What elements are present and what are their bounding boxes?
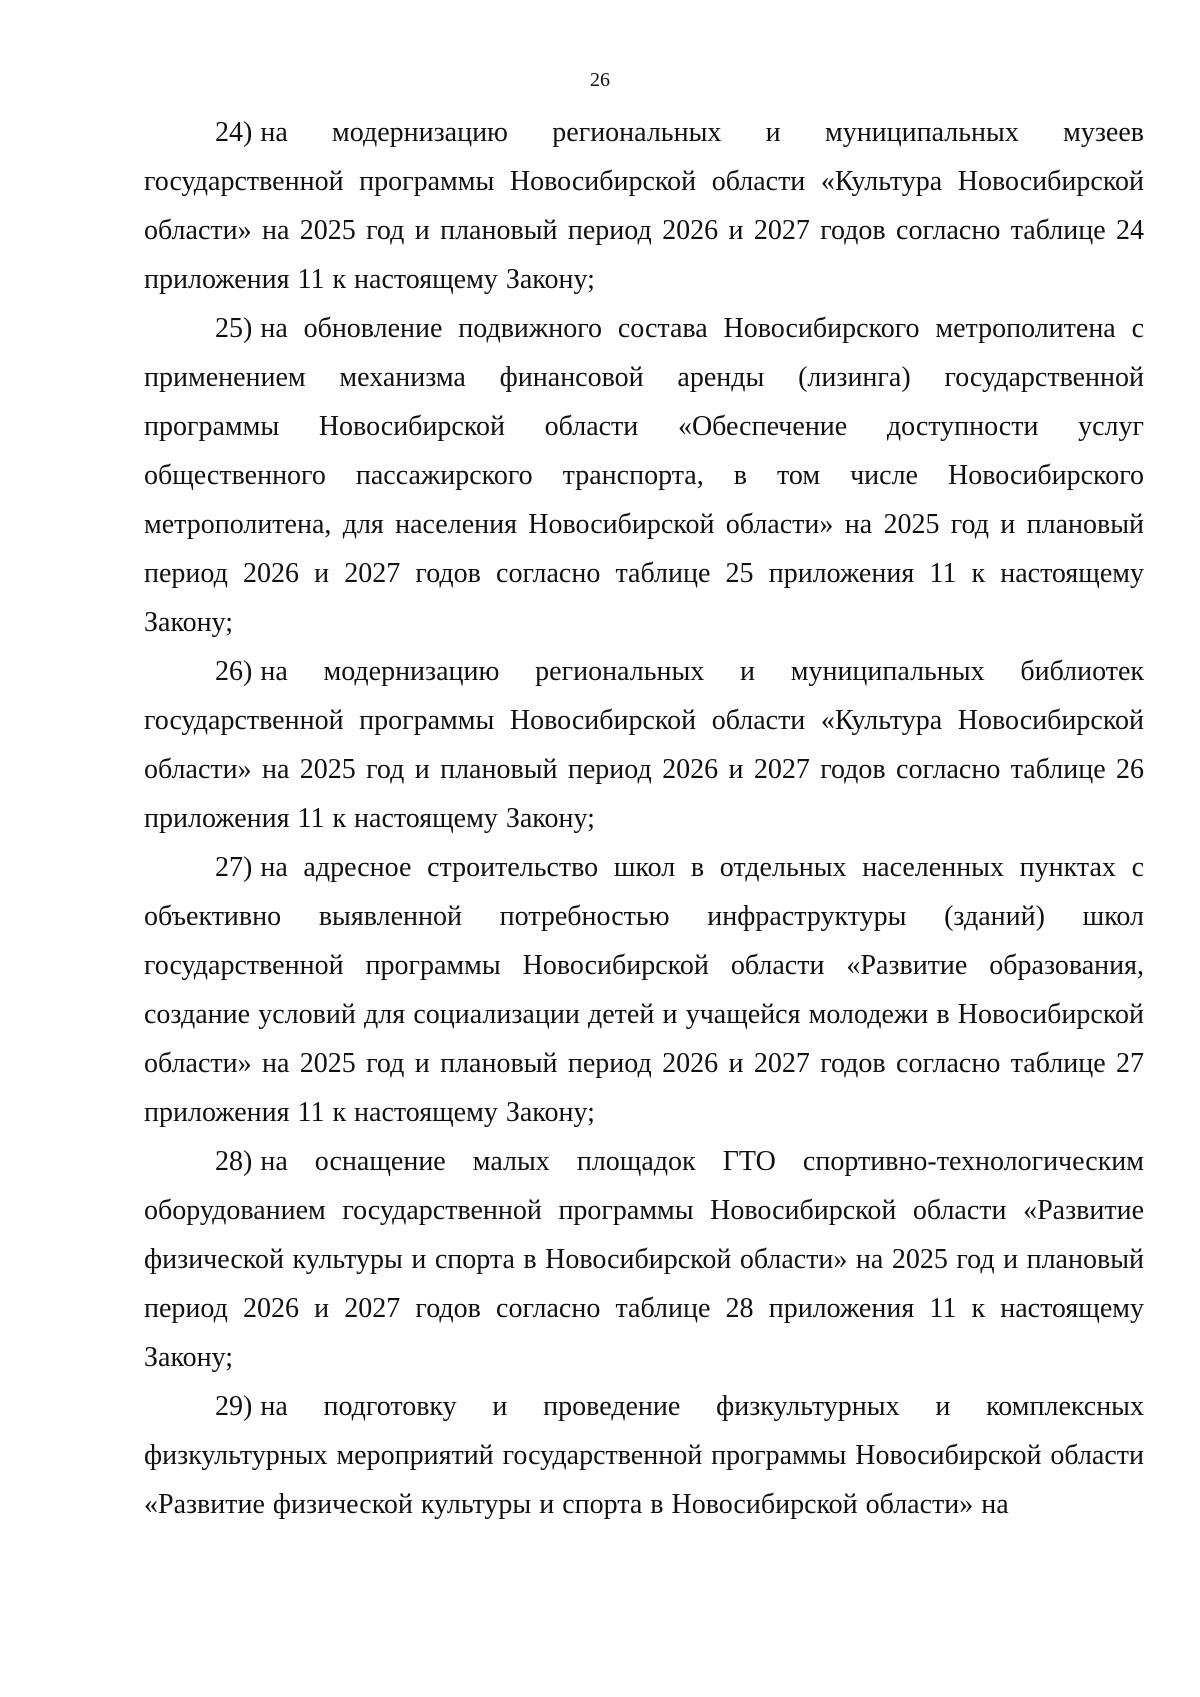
item-text: на адресное строительство школ в отдельных населенных пунктах с объективно выявленной потребностью инфраструктуры (зданий) школ государственной программы Новосибирской области «Развитие образования, создание условий для социализации детей и учащейся молодежи в Новосибирской области» на 2025 год и плановый период 2026 и 2027 годов согласно таблице 27 приложения 11 к настоящему Закону; [144,852,1144,1128]
page-number: 26 [590,69,610,91]
list-item-24 [144,108,1144,304]
list-item-28 [144,1137,1144,1382]
document-body [144,108,1144,1529]
list-item-25 [144,304,1144,647]
item-text: на подготовку и проведение физкультурных и комплексных физкультурных мероприятий государственной программы Новосибирской области «Развитие физической культуры и спорта в Новосибирской области» на [144,1391,1144,1520]
item-text: на модернизацию региональных и муниципальных библиотек государственной программы Новосибирской области «Культура Новосибирской области» на 2025 год и плановый период 2026 и 2027 годов согласно таблице 26 приложения 11 к настоящему Закону; [144,656,1144,834]
item-number: 26) [215,656,253,687]
item-number: 29) [215,1391,253,1422]
item-text: на модернизацию региональных и муниципальных музеев государственной программы Новосибирской области «Культура Новосибирской области» на 2025 год и плановый период 2026 и 2027 годов согласно таблице 24 приложения 11 к настоящему Закону; [144,117,1144,295]
list-item-27 [144,843,1144,1137]
item-text: на оснащение малых площадок ГТО спортивно-технологическим оборудованием государственной программы Новосибирской области «Развитие физической культуры и спорта в Новосибирской области» на 2025 год и плановый период 2026 и 2027 годов согласно таблице 28 приложения 11 к настоящему Закону; [144,1146,1144,1373]
item-number: 27) [215,852,253,883]
item-number: 25) [215,313,253,344]
item-number: 24) [215,117,253,148]
list-item-26 [144,647,1144,843]
list-item-29 [144,1382,1144,1529]
item-text: на обновление подвижного состава Новосибирского метрополитена с применением механизма финансовой аренды (лизинга) государственной программы Новосибирской области «Обеспечение доступности услуг общественного пассажирского транспорта, в том числе Новосибирского метрополитена, для населения Новосибирской области» на 2025 год и плановый период 2026 и 2027 годов согласно таблице 25 приложения 11 к настоящему Закону; [144,313,1144,638]
item-number: 28) [215,1146,253,1177]
